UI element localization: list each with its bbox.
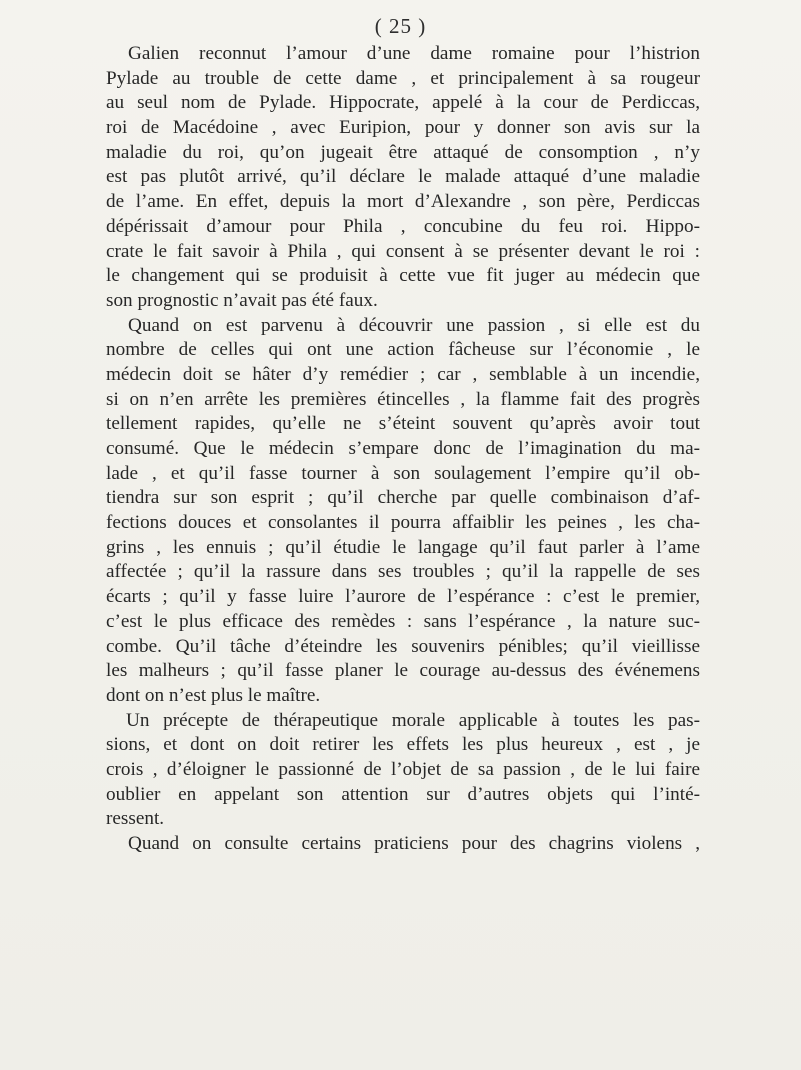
text-line: son prognostic n’avait pas été faux. [106,289,378,311]
text-line: médecin doit se hâter d’y remédier ; car , semblable à un incendie, [106,363,700,385]
text-line: le changement qui se produisit à cette vue fit juger au médecin que [106,265,700,287]
page-number: ( 25 ) [374,14,427,38]
text-line: lade , et qu’il fasse tourner à son soulagement l’empire qu’il ob- [106,462,700,484]
text-line: de l’ame. En effet, depuis la mort d’Alexandre , son père, Perdiccas [106,191,700,213]
text-line: Pylade au trouble de cette dame , et principalement à sa rougeur [106,67,700,89]
text-line: roi de Macédoine , avec Euripion, pour y donner son avis sur la [106,117,700,139]
text-line: dépérissait d’amour pour Phila , concubine du feu roi. Hippo- [106,215,700,237]
text-line: les malheurs ; qu’il fasse planer le courage au-dessus des événemens [106,660,700,682]
text-line: grins , les ennuis ; qu’il étudie le langage qu’il faut parler à l’ame [106,536,700,558]
paragraph [106,832,700,857]
text-line: maladie du roi, qu’on jugeait être attaqué de consomption , n’y [106,141,700,163]
text-line: Galien reconnut l’amour d’une dame romaine pour l’histrion [128,43,700,64]
text-line: écarts ; qu’il y fasse luire l’aurore de l’espérance : c’est le premier, [106,586,700,608]
text-line: Quand on consulte certains praticiens pour des chagrins violens , [128,833,700,854]
text-line: dont on n’est plus le maître. [106,684,321,706]
text-line: crate le fait savoir à Phila , qui consent à se présenter devant le roi : [106,240,700,262]
text-line: combe. Qu’il tâche d’éteindre les souvenirs pénibles; qu’il vieillisse [106,635,700,657]
text-line: ressent. [106,808,165,830]
paragraph [106,42,700,314]
text-line: fections douces et consolantes il pourra affaiblir les peines , les cha- [106,512,700,534]
text-line: sions, et dont on doit retirer les effets les plus heureux , est , je [106,734,700,756]
text-line: tellement rapides, qu’elle ne s’éteint souvent qu’après avoir tout [106,413,700,435]
text-line: nombre de celles qui ont une action fâcheuse sur l’économie , le [106,339,700,361]
text-line: Un précepte de thérapeutique morale applicable à toutes les pas- [126,709,700,731]
text-line: est pas plutôt arrivé, qu’il déclare le malade attaqué d’une maladie [106,166,700,188]
text-line: tiendra sur son esprit ; qu’il cherche par quelle combinaison d’af- [106,487,700,509]
text-line: Quand on est parvenu à découvrir une passion , si elle est du [128,314,700,336]
paragraph [106,709,700,832]
text-line: affectée ; qu’il la rassure dans ses troubles ; qu’il la rappelle de ses [106,561,700,583]
text-line: crois , d’éloigner le passionné de l’objet de sa passion , de le lui faire [106,758,700,780]
text-line: oublier en appelant son attention sur d’autres objets qui l’inté- [106,783,700,805]
text-line: au seul nom de Pylade. Hippocrate, appelé à la cour de Perdiccas, [106,92,700,114]
text-line: consumé. Que le médecin s’empare donc de l’imagination du ma- [106,438,700,459]
text-line: si on n’en arrête les premières étincelles , la flamme fait des progrès [106,388,700,410]
text-line: c’est le plus efficace des remèdes : sans l’espérance , la nature suc- [106,610,700,632]
paragraph [106,314,700,709]
page-text [106,42,700,857]
